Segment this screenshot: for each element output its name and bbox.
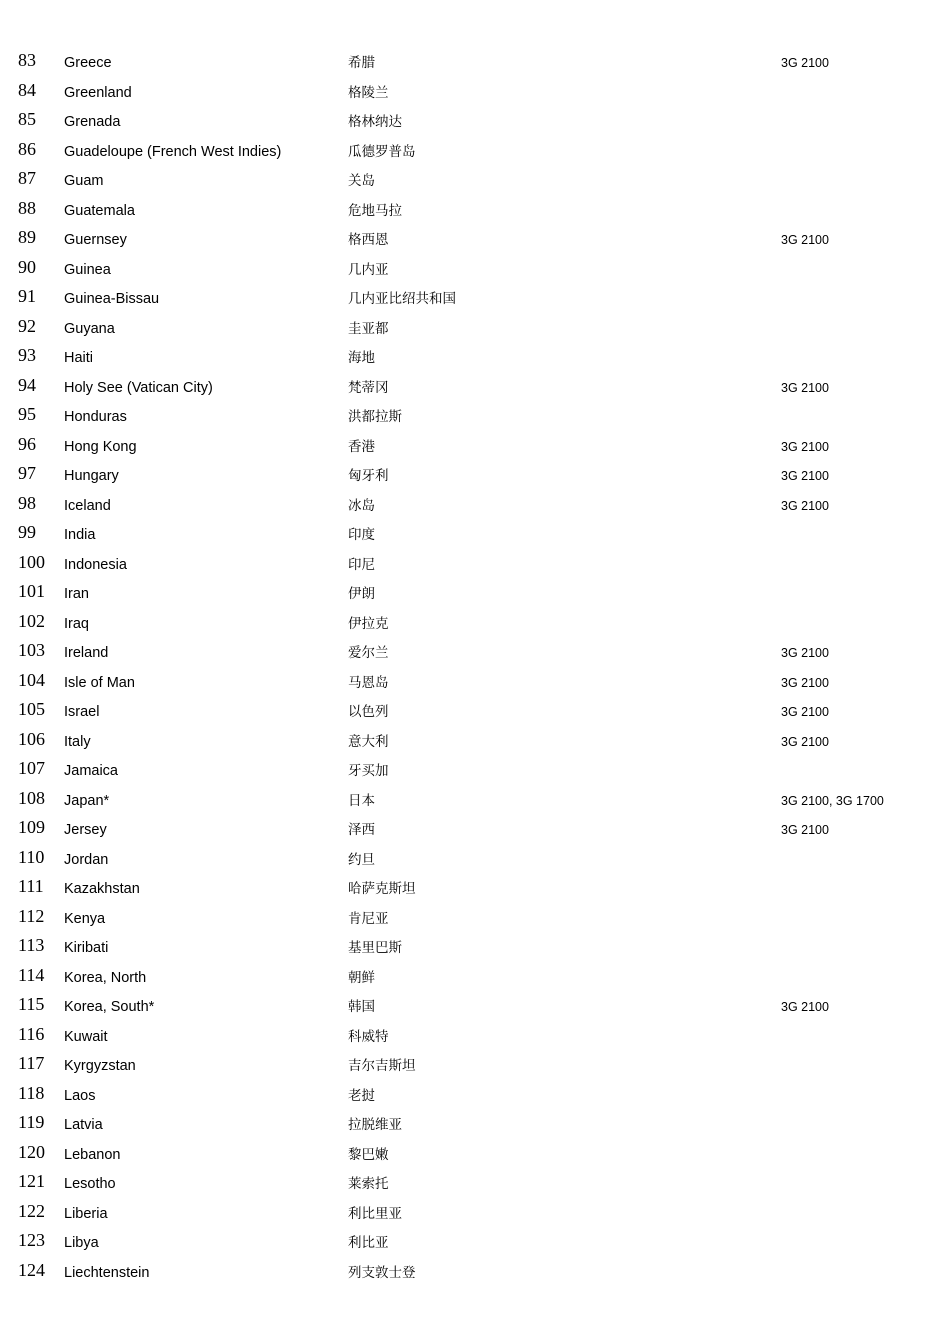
- table-row: [0, 77, 950, 107]
- country-name-chinese: 印度: [348, 527, 375, 543]
- country-name-chinese: 利比里亚: [348, 1205, 402, 1222]
- country-name-english: Liberia: [64, 1205, 108, 1222]
- network-bands: 3G 2100: [781, 380, 829, 395]
- country-name-english: Kyrgyzstan: [64, 1058, 136, 1074]
- country-name-english: Guernsey: [64, 232, 127, 248]
- country-name-english: Jersey: [64, 822, 107, 838]
- country-name-chinese: 几内亚比绍共和国: [348, 291, 456, 307]
- country-name-english: Guinea-Bissau: [64, 291, 160, 307]
- country-name-chinese: 以色列: [348, 704, 389, 720]
- country-name-chinese: 牙买加: [348, 763, 389, 779]
- row-number: 117: [18, 1053, 45, 1073]
- row-number: 86: [18, 138, 36, 159]
- table-row: [0, 106, 950, 136]
- table-row: [0, 1050, 950, 1080]
- country-name-english: Iraq: [64, 615, 89, 632]
- table-row: [0, 578, 950, 608]
- row-number: 94: [18, 374, 36, 395]
- country-name-chinese: 印尼: [348, 556, 375, 573]
- table-row: [0, 637, 950, 667]
- table-row: [0, 991, 950, 1021]
- table-row: [0, 519, 950, 549]
- table-row: [0, 313, 950, 343]
- row-number: 95: [18, 404, 36, 424]
- country-name-chinese: 意大利: [348, 733, 389, 750]
- country-name-english: Jamaica: [64, 763, 118, 779]
- country-name-english: Guam: [64, 173, 104, 189]
- country-name-english: Guadeloupe (French West Indies): [64, 143, 282, 160]
- network-bands: 3G 2100: [781, 646, 829, 660]
- table-row: [0, 903, 950, 933]
- table-row: [0, 962, 950, 992]
- row-number: 118: [18, 1082, 45, 1103]
- table-row: [0, 1227, 950, 1257]
- row-number: 101: [18, 581, 45, 601]
- country-name-chinese: 关岛: [348, 173, 375, 189]
- row-number: 105: [18, 699, 45, 719]
- row-number: 114: [18, 964, 45, 985]
- country-name-chinese: 伊拉克: [348, 615, 389, 632]
- country-name-english: Japan*: [64, 792, 110, 809]
- country-name-english: India: [64, 527, 96, 543]
- table-row: [0, 283, 950, 313]
- row-number: 104: [18, 669, 45, 690]
- row-number: 83: [18, 50, 36, 70]
- table-row: [0, 254, 950, 284]
- country-name-chinese: 日本: [348, 792, 375, 809]
- table-row: [0, 490, 950, 520]
- table-row: [0, 342, 950, 372]
- table-row: [0, 1021, 950, 1051]
- row-number: 115: [18, 994, 45, 1014]
- country-name-english: Guinea: [64, 261, 111, 278]
- row-number: 110: [18, 846, 45, 867]
- row-number: 84: [18, 79, 36, 100]
- table-row: [0, 431, 950, 461]
- country-name-english: Kiribati: [64, 940, 109, 956]
- row-number: 88: [18, 197, 36, 218]
- table-row: [0, 932, 950, 962]
- table-row: [0, 873, 950, 903]
- row-number: 109: [18, 817, 45, 837]
- country-name-english: Kazakhstan: [64, 881, 140, 897]
- country-name-english: Greenland: [64, 84, 132, 101]
- country-name-english: Indonesia: [64, 556, 127, 573]
- row-number: 102: [18, 610, 45, 631]
- row-number: 111: [18, 876, 44, 896]
- country-name-english: Lebanon: [64, 1146, 121, 1163]
- table-row: [0, 726, 950, 756]
- table-row: [0, 460, 950, 490]
- country-name-english: Ireland: [64, 645, 109, 661]
- table-row: [0, 814, 950, 844]
- network-bands: 3G 2100: [781, 1000, 829, 1014]
- row-number: 87: [18, 168, 36, 188]
- row-number: 97: [18, 463, 36, 483]
- country-name-english: Israel: [64, 704, 100, 720]
- country-name-chinese: 基里巴斯: [348, 940, 402, 956]
- table-row: [0, 165, 950, 195]
- network-bands: 3G 2100: [781, 675, 829, 690]
- country-name-chinese: 朝鲜: [348, 969, 375, 986]
- country-name-chinese: 科威特: [348, 1028, 389, 1045]
- table-row: [0, 1198, 950, 1228]
- row-number: 98: [18, 492, 36, 513]
- country-name-english: Iran: [64, 586, 89, 602]
- network-bands: 3G 2100: [781, 734, 829, 749]
- country-name-chinese: 香港: [348, 438, 375, 455]
- country-name-chinese: 希腊: [348, 55, 375, 71]
- row-number: 90: [18, 256, 36, 277]
- country-name-english: Latvia: [64, 1117, 103, 1133]
- row-number: 121: [18, 1171, 45, 1191]
- network-bands: 3G 2100: [781, 439, 829, 454]
- country-name-chinese: 海地: [348, 350, 375, 366]
- country-name-english: Iceland: [64, 497, 111, 514]
- country-name-english: Guyana: [64, 320, 115, 337]
- country-name-chinese: 格林纳达: [348, 114, 402, 130]
- country-name-english: Grenada: [64, 114, 121, 130]
- table-row: [0, 608, 950, 638]
- table-row: [0, 136, 950, 166]
- row-number: 93: [18, 345, 36, 365]
- country-name-english: Korea, North: [64, 969, 147, 986]
- table-row: [0, 1168, 950, 1198]
- table-row: [0, 1080, 950, 1110]
- country-name-chinese: 马恩岛: [348, 674, 389, 691]
- country-name-chinese: 老挝: [348, 1087, 375, 1104]
- row-number: 89: [18, 227, 36, 247]
- country-name-chinese: 吉尔吉斯坦: [348, 1058, 416, 1074]
- row-number: 91: [18, 286, 36, 306]
- country-name-chinese: 瓜德罗普岛: [348, 143, 416, 160]
- table-row: [0, 667, 950, 697]
- table-row: [0, 1109, 950, 1139]
- country-name-english: Korea, South*: [64, 999, 155, 1015]
- table-row: [0, 224, 950, 254]
- row-number: 92: [18, 315, 36, 336]
- row-number: 124: [18, 1259, 45, 1280]
- table-row: [0, 844, 950, 874]
- row-number: 108: [18, 787, 45, 808]
- row-number: 113: [18, 935, 45, 955]
- network-bands: 3G 2100, 3G 1700: [781, 793, 884, 808]
- country-name-english: Kuwait: [64, 1028, 108, 1045]
- country-name-english: Holy See (Vatican City): [64, 379, 213, 396]
- country-name-english: Hong Kong: [64, 438, 137, 455]
- country-name-chinese: 格西恩: [348, 232, 389, 248]
- country-name-english: Isle of Man: [64, 674, 135, 691]
- row-number: 120: [18, 1141, 45, 1162]
- country-name-english: Kenya: [64, 910, 106, 927]
- row-number: 103: [18, 640, 45, 660]
- network-bands: 3G 2100: [781, 705, 829, 719]
- row-number: 96: [18, 433, 36, 454]
- table-row: [0, 401, 950, 431]
- country-name-chinese: 伊朗: [348, 586, 375, 602]
- country-name-english: Lesotho: [64, 1176, 116, 1192]
- country-name-english: Honduras: [64, 409, 127, 425]
- table-row: [0, 1257, 950, 1287]
- country-name-english: Italy: [64, 733, 91, 750]
- country-name-english: Haiti: [64, 350, 94, 366]
- country-name-chinese: 冰岛: [348, 497, 375, 514]
- table-row: [0, 1139, 950, 1169]
- country-name-chinese: 爱尔兰: [348, 645, 389, 661]
- row-number: 106: [18, 728, 45, 749]
- country-name-chinese: 莱索托: [348, 1176, 389, 1192]
- country-name-chinese: 圭亚都: [348, 320, 389, 337]
- country-name-chinese: 危地马拉: [348, 202, 402, 219]
- network-bands: 3G 2100: [781, 498, 829, 513]
- country-name-chinese: 哈萨克斯坦: [348, 881, 416, 897]
- row-number: 122: [18, 1200, 45, 1221]
- country-name-chinese: 列支敦士登: [348, 1264, 416, 1281]
- country-name-chinese: 利比亚: [348, 1235, 389, 1251]
- row-number: 85: [18, 109, 36, 129]
- row-number: 100: [18, 551, 45, 572]
- country-name-english: Jordan: [64, 851, 109, 868]
- country-name-english: Libya: [64, 1235, 99, 1251]
- table-row: [0, 195, 950, 225]
- country-name-chinese: 黎巴嫩: [348, 1146, 389, 1163]
- table-row: [0, 47, 950, 77]
- table-row: [0, 549, 950, 579]
- country-name-english: Greece: [64, 55, 112, 71]
- row-number: 119: [18, 1112, 45, 1132]
- table-row: [0, 785, 950, 815]
- row-number: 123: [18, 1230, 45, 1250]
- country-name-chinese: 洪都拉斯: [348, 409, 402, 425]
- row-number: 116: [18, 1023, 45, 1044]
- table-row: [0, 372, 950, 402]
- network-bands: 3G 2100: [781, 56, 829, 70]
- country-name-chinese: 拉脱维亚: [348, 1117, 402, 1133]
- country-name-chinese: 梵蒂冈: [348, 379, 389, 396]
- country-table: [0, 47, 950, 1286]
- country-name-english: Hungary: [64, 468, 119, 484]
- country-name-chinese: 肯尼亚: [348, 910, 389, 927]
- country-name-chinese: 约旦: [348, 851, 375, 868]
- row-number: 112: [18, 905, 45, 926]
- table-row: [0, 755, 950, 785]
- country-name-chinese: 匈牙利: [348, 468, 389, 484]
- row-number: 107: [18, 758, 45, 778]
- country-name-chinese: 泽西: [348, 822, 375, 838]
- country-name-chinese: 韩国: [348, 999, 375, 1015]
- country-name-english: Guatemala: [64, 202, 135, 219]
- network-bands: 3G 2100: [781, 823, 829, 837]
- row-number: 99: [18, 522, 36, 542]
- table-row: [0, 696, 950, 726]
- country-name-chinese: 格陵兰: [348, 84, 389, 101]
- country-name-chinese: 几内亚: [348, 261, 389, 278]
- network-bands: 3G 2100: [781, 469, 829, 483]
- country-name-english: Laos: [64, 1087, 96, 1104]
- network-bands: 3G 2100: [781, 233, 829, 247]
- country-name-english: Liechtenstein: [64, 1264, 150, 1281]
